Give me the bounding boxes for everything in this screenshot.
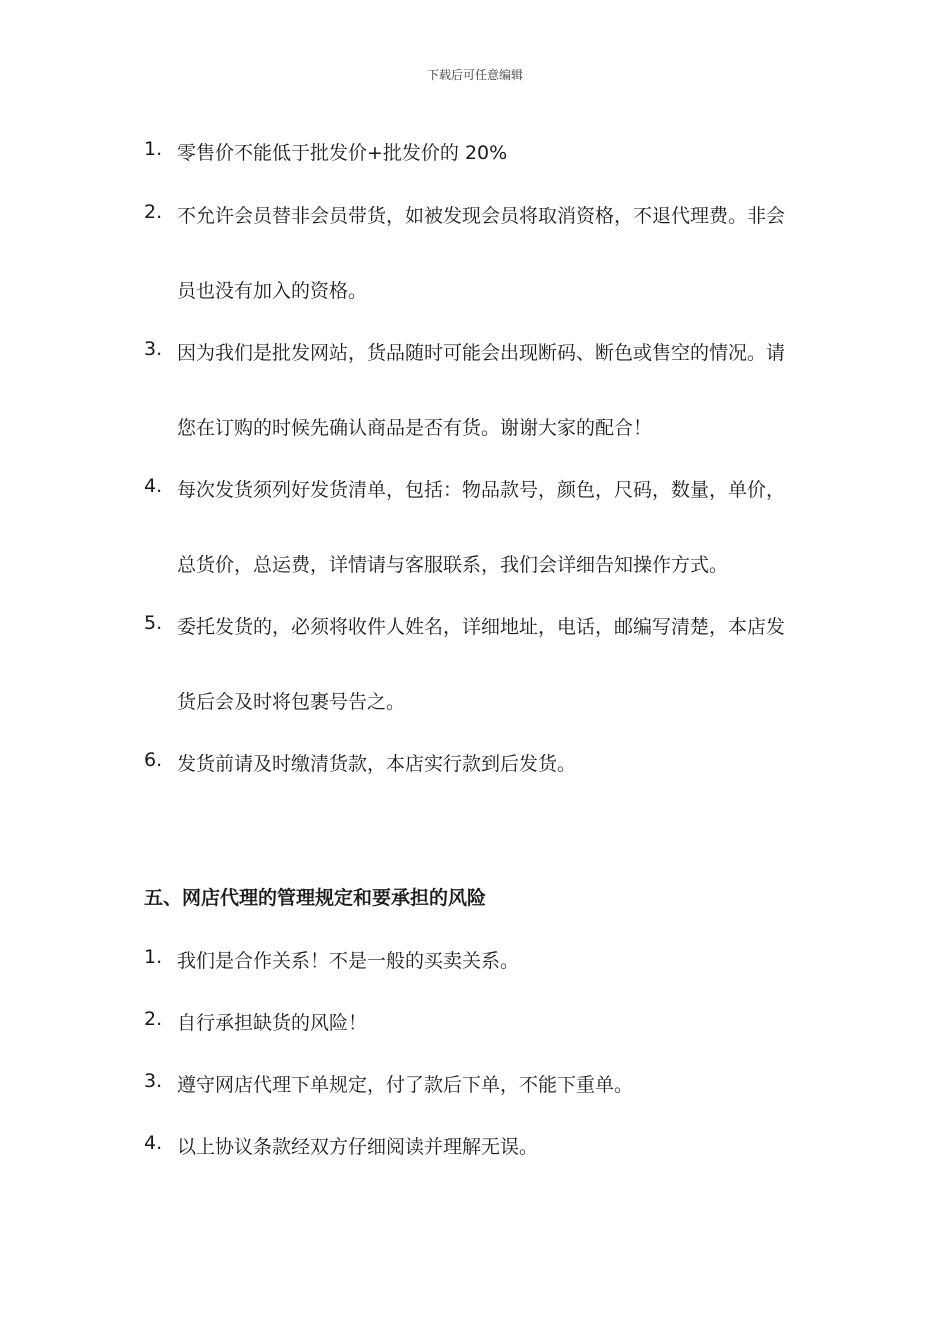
list-text-continuation: 您在订购的时候先确认商品是否有货。谢谢大家的配合！ bbox=[177, 417, 653, 439]
list-text: 我们是合作关系！不是一般的买卖关系。 bbox=[177, 950, 520, 972]
list-number: 4. bbox=[144, 1132, 163, 1154]
list-number: 4. bbox=[144, 475, 163, 497]
list-number: 1. bbox=[144, 946, 163, 968]
list-number: 3. bbox=[144, 338, 163, 360]
list-text: 自行承担缺货的风险！ bbox=[177, 1012, 368, 1034]
list-text: 每次发货须列好发货清单，包括：物品款号，颜色，尺码，数量，单价， bbox=[177, 479, 786, 501]
list-text: 零售价不能低于批发价+批发价的 20% bbox=[177, 142, 508, 164]
list-text: 遵守网店代理下单规定，付了款后下单，不能下重单。 bbox=[177, 1074, 634, 1096]
section-heading: 五、网店代理的管理规定和要承担的风险 bbox=[144, 887, 487, 909]
list-text: 委托发货的，必须将收件人姓名，详细地址，电话，邮编写清楚，本店发 bbox=[177, 616, 786, 638]
list-number: 1. bbox=[144, 138, 163, 160]
list-number: 2. bbox=[144, 201, 163, 223]
list-number: 3. bbox=[144, 1070, 163, 1092]
list-text: 不允许会员替非会员带货，如被发现会员将取消资格，不退代理费。非会 bbox=[177, 205, 786, 227]
list-number: 6. bbox=[144, 749, 163, 771]
page-header: 下载后可任意编辑 bbox=[426, 68, 523, 82]
list-text-continuation: 总货价，总运费，详情请与客服联系，我们会详细告知操作方式。 bbox=[177, 554, 729, 576]
list-text: 以上协议条款经双方仔细阅读并理解无误。 bbox=[177, 1136, 539, 1158]
list-number: 2. bbox=[144, 1008, 163, 1030]
list-text-continuation: 货后会及时将包裹号告之。 bbox=[177, 691, 406, 713]
list-text-continuation: 员也没有加入的资格。 bbox=[177, 280, 368, 302]
list-text: 因为我们是批发网站，货品随时可能会出现断码、断色或售空的情况。请 bbox=[177, 342, 786, 364]
list-number: 5. bbox=[144, 612, 163, 634]
list-text: 发货前请及时缴清货款，本店实行款到后发货。 bbox=[177, 753, 577, 775]
